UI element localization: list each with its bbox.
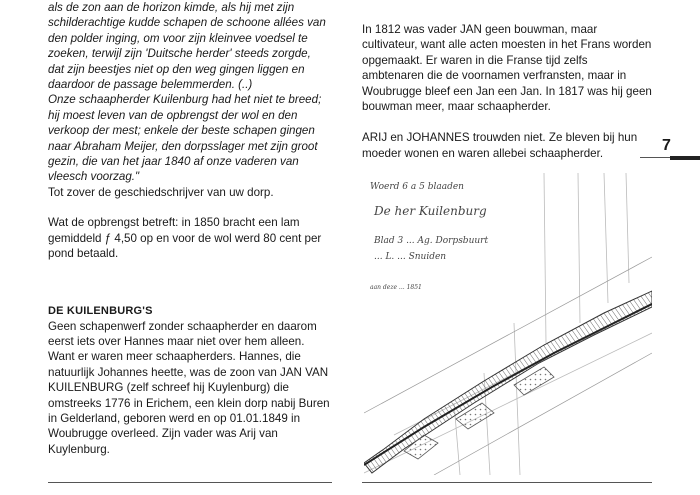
handwriting-line-5: aan deze ... 1851 <box>370 284 422 291</box>
handwriting-line-3: Blad 3 ... Ag. Dorpsbuurt <box>374 236 489 246</box>
page-marker-line <box>640 157 670 158</box>
section-paragraph: Geen schapenwerf zonder schaapherder en daarom eerst iets over Hannes maar niet over hem alleen. Want er waren meer schaapherders. Hannes, die natuurlijk Johannes heette, was de zoon van JAN VAN KUILENBURG (zelf schreef hij Kuylenburg) die omstreeks 1776 in Erichem, een klein dorp nabij Buren in Gelderland, geboren werd en op 01.01.1849 in Woubrugge overleed. Zijn vader was Arij van Kuylenburg. <box>48 319 330 456</box>
right-column <box>362 0 652 161</box>
page-marker-bar <box>670 156 700 160</box>
handwriting-line-1: Woerd 6 a 5 blaaden <box>370 182 464 192</box>
right-paragraph-1: In 1812 was vader JAN geen bouwman, maar cultivateur, want alle acten moesten in het Frans worden opgemaakt. Er waren in die Franse tijd zelfs ambtenaren die de voornamen verfransten, maar in Woubrugge bleef een Jan een Jan. In 1817 was hij geen bouwman meer, maar schaapherder. <box>362 23 652 114</box>
handwriting-line-2: De her Kuilenburg <box>374 204 487 218</box>
bottom-rule-left <box>48 482 332 483</box>
quote-closing: Tot zover de geschiedschrijver van uw dorp. <box>48 185 274 199</box>
quote-paragraph-2: Onze schaapherder Kuilenburg had het niet te breed; hij moest leven van de opbrengst der wol en den verkoop der mest; enkele der beste schapen gingen naar Abraham Meijer, den dorpsslager met zijn groot gezin, die van het jaar 1840 af onze vaderen van vleesch voorzag." <box>48 93 322 184</box>
left-column <box>48 0 330 457</box>
scanned-map-image <box>364 173 652 475</box>
bottom-rule-right <box>362 482 652 483</box>
right-paragraph-2: ARIJ en JOHANNES trouwden niet. Ze bleven bij hun moeder wonen en waren allebei schaapherder. <box>362 131 638 160</box>
yield-paragraph: Wat de opbrengst betreft: in 1850 bracht een lam gemiddeld ƒ 4,50 op en voor de wol werd 80 cent per pond betaald. <box>48 216 322 261</box>
section-heading: DE KUILENBURG'S <box>48 304 153 317</box>
quote-paragraph-1: als de zon aan de horizon kimde, als hij met zijn schilderachtige kudde schapen de schoone allées van den polder inging, om voor zijn kleinvee voedsel te zoeken, terwijl zijn 'Duitsche herder' steeds zorgde, dat zijn beestjes niet op den weg gingen liggen en daardoor de passage belemmerden. (..) <box>48 1 326 92</box>
handwriting-line-4: ... L. ... Snuiden <box>374 252 447 262</box>
page-number: 7 <box>662 137 671 154</box>
